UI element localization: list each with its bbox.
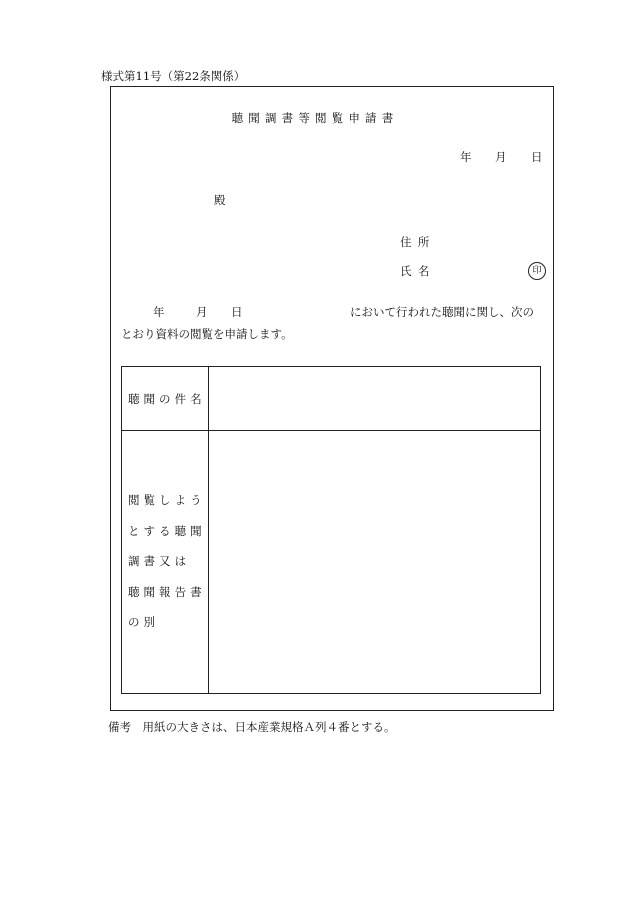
document-title: 聴聞調書等閲覧申請書 — [231, 111, 399, 125]
date-day-label: 日 — [531, 150, 543, 164]
body-day-label: 日 — [231, 305, 243, 319]
subject-label: 聴聞の件名 — [128, 391, 206, 406]
subject-label-cell — [122, 367, 209, 431]
table-row-subject — [122, 367, 541, 431]
document-type-label-line: 調書又は — [128, 554, 191, 569]
body-text-line1: において行われた聴聞に関し、次の — [350, 305, 534, 319]
address-label: 住所 — [400, 235, 436, 249]
subject-value-cell[interactable] — [209, 367, 541, 431]
body-month-label: 月 — [196, 305, 208, 319]
body-year-label: 年 — [153, 305, 165, 319]
form-number-label: 様式第11号（第22条関係） — [101, 69, 246, 83]
date-year-label: 年 — [460, 150, 472, 164]
document-type-label-line: とする聴聞 — [128, 523, 206, 538]
document-type-value-cell[interactable] — [209, 431, 541, 694]
document-type-label-cell — [122, 431, 209, 694]
document-type-label-line: 聴聞報告書 — [128, 584, 206, 599]
body-text-line2: とおり資料の閲覧を申請します。 — [121, 327, 293, 341]
date-month-label: 月 — [495, 150, 507, 164]
table-row-document-type — [122, 431, 541, 694]
addressee-suffix: 殿 — [214, 193, 226, 207]
document-type-label-line: の別 — [128, 615, 160, 630]
detail-table — [121, 366, 541, 694]
seal-mark-icon: 印 — [528, 262, 546, 280]
document-type-label — [128, 495, 208, 629]
document-type-label-line: 閲覧しよう — [128, 493, 206, 508]
remarks-note: 備考 用紙の大きさは、日本産業規格Ａ列４番とする。 — [108, 720, 396, 734]
name-label: 氏名 — [400, 264, 436, 278]
